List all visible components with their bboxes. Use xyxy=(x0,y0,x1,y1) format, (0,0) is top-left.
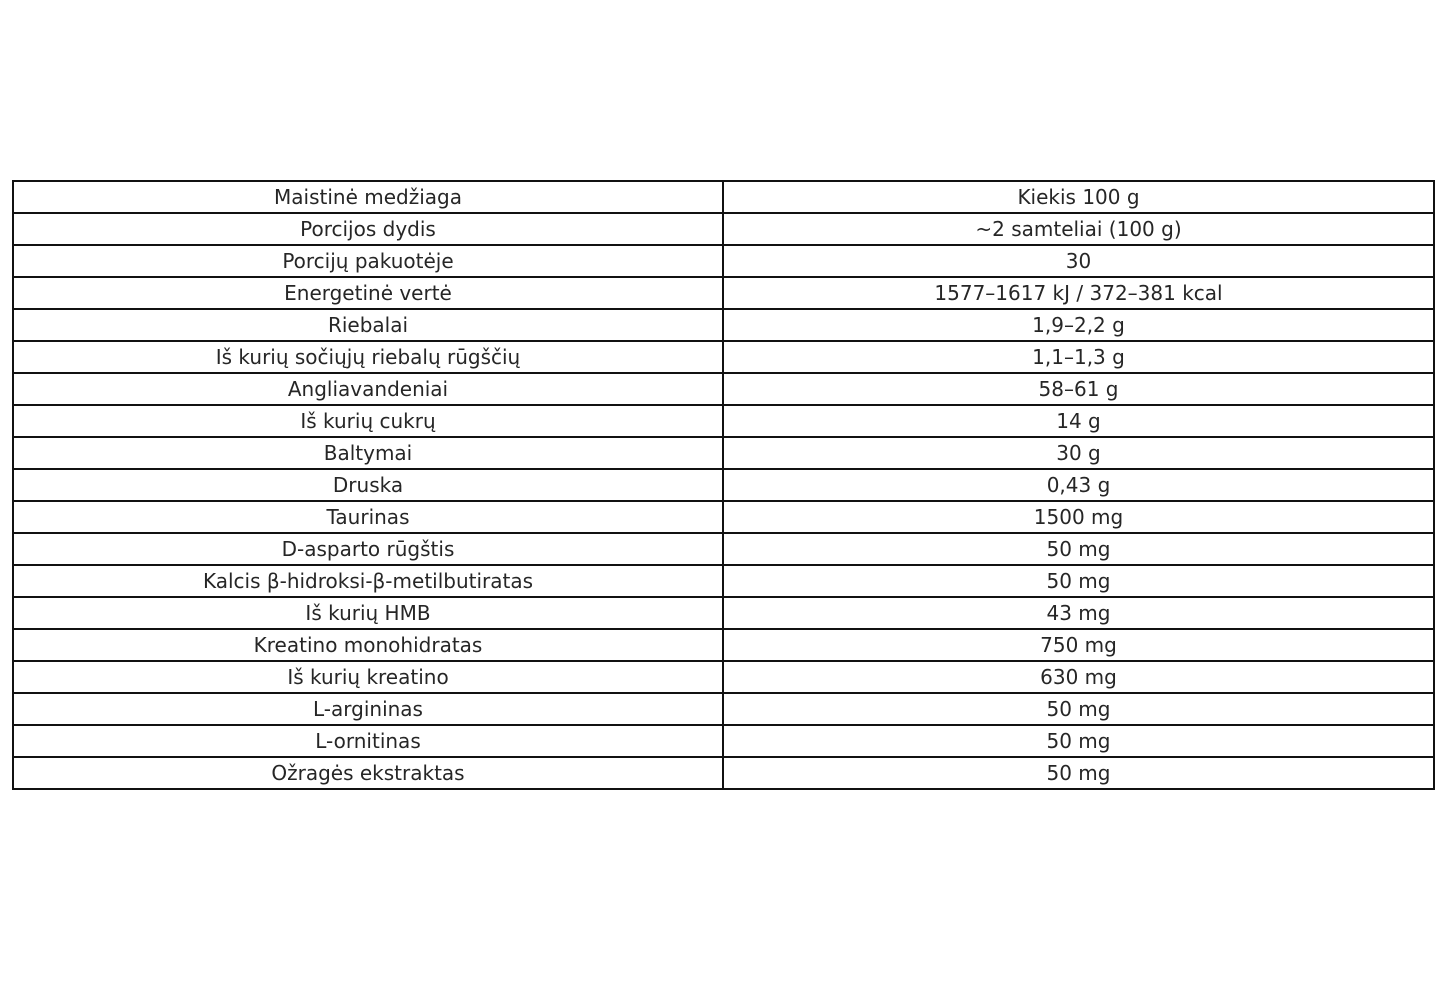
amount-cell: 1500 mg xyxy=(723,501,1434,533)
nutrient-cell: Ožragės ekstraktas xyxy=(13,757,723,789)
table-row xyxy=(13,757,1434,789)
amount-cell: 750 mg xyxy=(723,629,1434,661)
nutrient-cell: Iš kurių cukrų xyxy=(13,405,723,437)
amount-cell: 43 mg xyxy=(723,597,1434,629)
nutrient-cell: Iš kurių sočiųjų riebalų rūgščių xyxy=(13,341,723,373)
nutrient-cell: L-argininas xyxy=(13,693,723,725)
table-row xyxy=(13,469,1434,501)
amount-cell: 1,1–1,3 g xyxy=(723,341,1434,373)
header-amount: Kiekis 100 g xyxy=(723,181,1434,213)
nutrient-cell: Porcijų pakuotėje xyxy=(13,245,723,277)
nutrient-cell: Iš kurių kreatino xyxy=(13,661,723,693)
table-row xyxy=(13,277,1434,309)
table-row xyxy=(13,501,1434,533)
amount-cell: 50 mg xyxy=(723,725,1434,757)
table-row xyxy=(13,629,1434,661)
nutrient-cell: Angliavandeniai xyxy=(13,373,723,405)
header-nutrient: Maistinė medžiaga xyxy=(13,181,723,213)
amount-cell: ~2 samteliai (100 g) xyxy=(723,213,1434,245)
nutrient-cell: Baltymai xyxy=(13,437,723,469)
table-row xyxy=(13,693,1434,725)
nutrition-table xyxy=(12,180,1435,790)
table-row xyxy=(13,661,1434,693)
amount-cell: 58–61 g xyxy=(723,373,1434,405)
nutrient-cell: D-asparto rūgštis xyxy=(13,533,723,565)
amount-cell: 30 g xyxy=(723,437,1434,469)
amount-cell: 1,9–2,2 g xyxy=(723,309,1434,341)
amount-cell: 50 mg xyxy=(723,565,1434,597)
table-row xyxy=(13,437,1434,469)
amount-cell: 0,43 g xyxy=(723,469,1434,501)
table-row xyxy=(13,405,1434,437)
table-row xyxy=(13,245,1434,277)
table-row xyxy=(13,533,1434,565)
amount-cell: 630 mg xyxy=(723,661,1434,693)
amount-cell: 1577–1617 kJ / 372–381 kcal xyxy=(723,277,1434,309)
table-row xyxy=(13,213,1434,245)
nutrient-cell: Taurinas xyxy=(13,501,723,533)
nutrient-cell: Porcijos dydis xyxy=(13,213,723,245)
nutrient-cell: Iš kurių HMB xyxy=(13,597,723,629)
amount-cell: 30 xyxy=(723,245,1434,277)
nutrient-cell: Kreatino monohidratas xyxy=(13,629,723,661)
amount-cell: 50 mg xyxy=(723,693,1434,725)
nutrient-cell: Riebalai xyxy=(13,309,723,341)
nutrient-cell: Kalcis β-hidroksi-β-metilbutiratas xyxy=(13,565,723,597)
nutrient-cell: Druska xyxy=(13,469,723,501)
table-row xyxy=(13,565,1434,597)
amount-cell: 50 mg xyxy=(723,757,1434,789)
table-row xyxy=(13,309,1434,341)
table-row xyxy=(13,373,1434,405)
amount-cell: 50 mg xyxy=(723,533,1434,565)
table-row xyxy=(13,725,1434,757)
table-row xyxy=(13,341,1434,373)
nutrient-cell: Energetinė vertė xyxy=(13,277,723,309)
table-body xyxy=(13,181,1434,789)
table-header-row xyxy=(13,181,1434,213)
table-row xyxy=(13,597,1434,629)
nutrient-cell: L-ornitinas xyxy=(13,725,723,757)
amount-cell: 14 g xyxy=(723,405,1434,437)
